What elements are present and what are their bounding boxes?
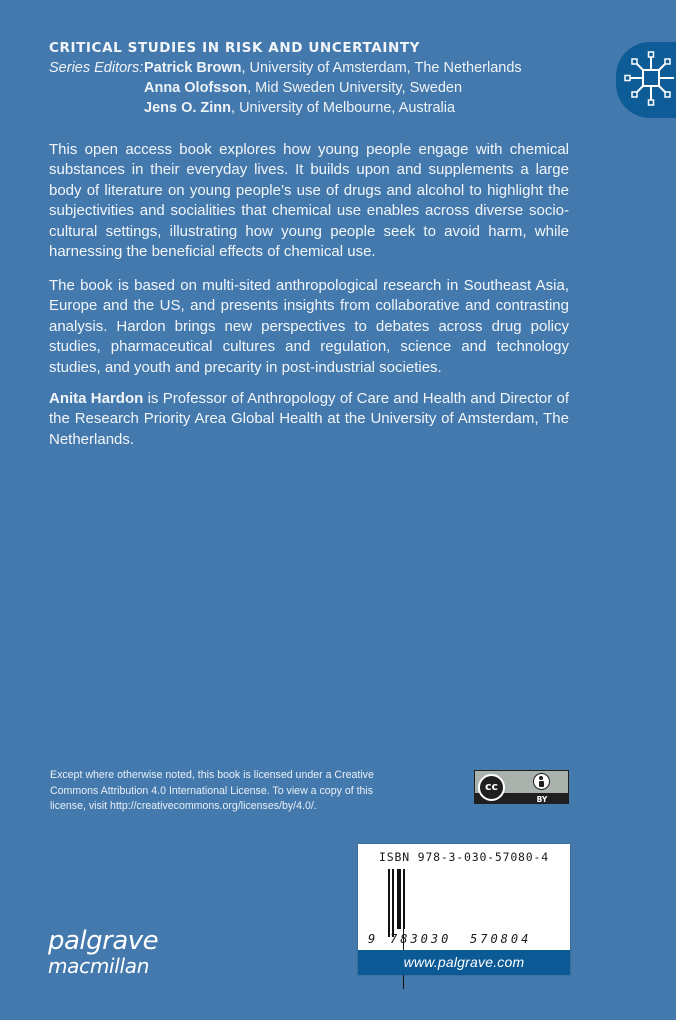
attribution-person-icon: [533, 773, 550, 790]
series-title: CRITICAL STUDIES IN RISK AND UNCERTAINTY: [49, 40, 421, 56]
license-notice: Except where otherwise noted, this book is licensed under a Creative Commons Attribution 4.0 International License. To view a copy of this license, visit http://creativecommons.org/licenses/by/4.0/.: [50, 769, 374, 812]
publisher-logo-line2: macmillan: [48, 954, 150, 978]
isbn-label: ISBN 978-3-030-57080-4: [379, 850, 549, 864]
blurb-paragraph: The book is based on multi-sited anthropological research in Southeast Asia, Europe and the US, and presents insights from collaborative and contrasting analysis. Hardon brings new perspectives to debates across drug policy studies, pharmaceutical cultures and regulation, science and technology studies, and youth and precarity in post-industrial societies.: [49, 277, 569, 376]
author-bio: [49, 389, 569, 450]
editor-affiliation: , Mid Sweden University, Sweden: [247, 80, 463, 96]
publisher-logo: [48, 928, 158, 978]
editor-name: Anna Olofsson: [144, 80, 248, 96]
blurb-paragraph: This open access book explores how young people engage with chemical substances in their everyday lives. It builds upon and supplements a large body of literature on young people’s use of drugs and alcohol to highlight the subjectivities and socialities that chemical use enables across diverse socio-cultural settings, illustrating how young people seek to avoid harm, while harnessing the beneficial effects of chemical use.: [49, 141, 569, 261]
series-editors: [49, 58, 522, 118]
editor-row: [49, 98, 522, 118]
editor-row: [49, 58, 522, 78]
creative-commons-icon: cc: [478, 774, 505, 801]
barcode-bars: [388, 869, 554, 937]
editor-name: Jens O. Zinn: [144, 100, 232, 116]
author-name: Anita Hardon: [49, 390, 144, 407]
isbn-barcode: ISBN 978-3-030-57080-4 9 783030 570804 www.palgrave.com: [357, 843, 571, 976]
editor-row: [49, 78, 522, 98]
editor-affiliation: , University of Amsterdam, The Netherlands: [241, 60, 522, 76]
circuit-chip-icon: [622, 48, 676, 110]
publisher-url: www.palgrave.com: [358, 950, 570, 975]
editor-affiliation: , University of Melbourne, Australia: [231, 100, 456, 116]
author-bio-text: is Professor of Anthropology of Care and Health and Director of the Research Priority Area Global Health at the University of Amsterdam, The Netherlands.: [49, 390, 569, 448]
cc-by-badge: [474, 770, 569, 804]
series-header: [49, 38, 522, 118]
editor-name: Patrick Brown: [144, 60, 242, 76]
editors-label: Series Editors:: [49, 60, 144, 76]
series-badge: [616, 42, 676, 118]
by-label: BY: [536, 795, 548, 804]
publisher-logo-line1: palgrave: [48, 926, 159, 956]
